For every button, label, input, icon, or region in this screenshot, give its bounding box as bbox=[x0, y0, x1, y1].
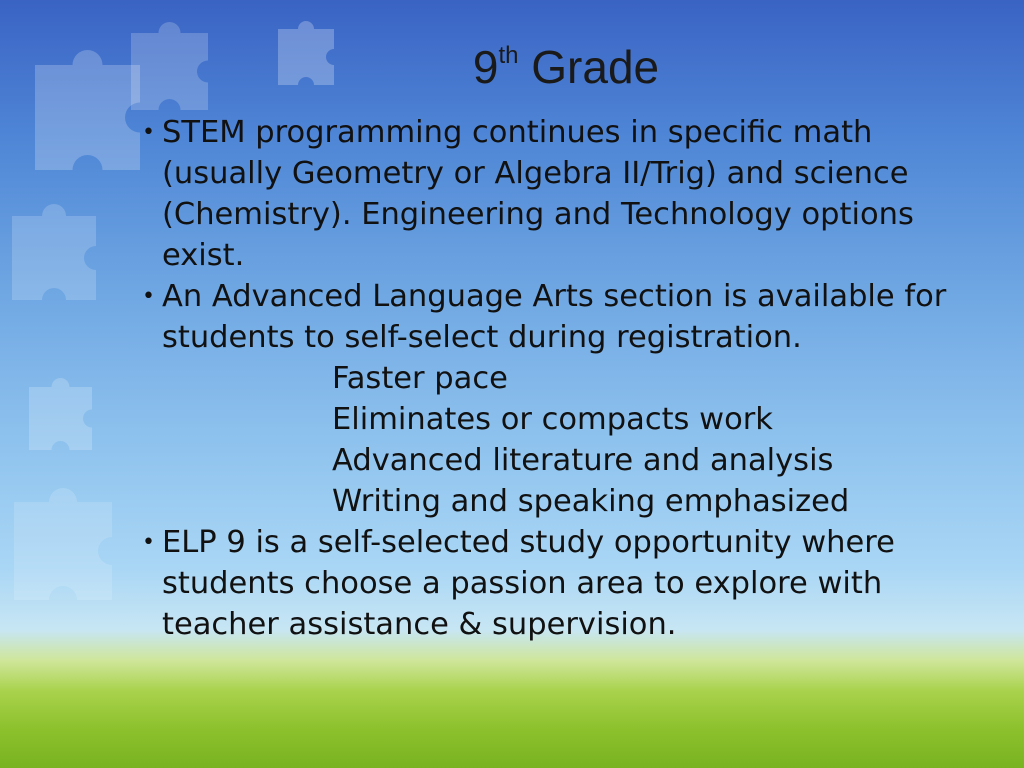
sub-item: Eliminates or compacts work bbox=[332, 402, 773, 437]
bullet-item bbox=[140, 276, 970, 522]
sub-item: Advanced literature and analysis bbox=[332, 443, 834, 478]
bullet-symbol: • bbox=[142, 530, 155, 555]
sub-item: Faster pace bbox=[332, 361, 508, 396]
title-text: Grade bbox=[518, 41, 660, 93]
title-superscript: th bbox=[498, 42, 519, 69]
bullet-symbol: • bbox=[142, 284, 155, 309]
sub-item: Writing and speaking emphasized bbox=[332, 484, 850, 519]
bullet-text: An Advanced Language Arts section is available for students to self-select during registration. bbox=[162, 279, 947, 355]
bullet-item bbox=[140, 112, 970, 276]
bullet-symbol: • bbox=[142, 120, 155, 145]
bullet-item bbox=[140, 522, 970, 645]
bullet-text: STEM programming continues in specific math (usually Geometry or Algebra II/Trig) and science (Chemistry). Engineering and Technology options exist. bbox=[162, 115, 914, 273]
slide-title bbox=[0, 40, 1024, 94]
title-number: 9 bbox=[472, 41, 499, 93]
puzzle-piece-icon bbox=[20, 360, 110, 450]
puzzle-piece-icon bbox=[0, 460, 140, 600]
bullet-text: ELP 9 is a self-selected study opportunity where students choose a passion area to explore with teacher assistance & supervision. bbox=[162, 525, 895, 642]
slide-body bbox=[140, 112, 970, 645]
puzzle-piece-icon bbox=[0, 150, 120, 330]
